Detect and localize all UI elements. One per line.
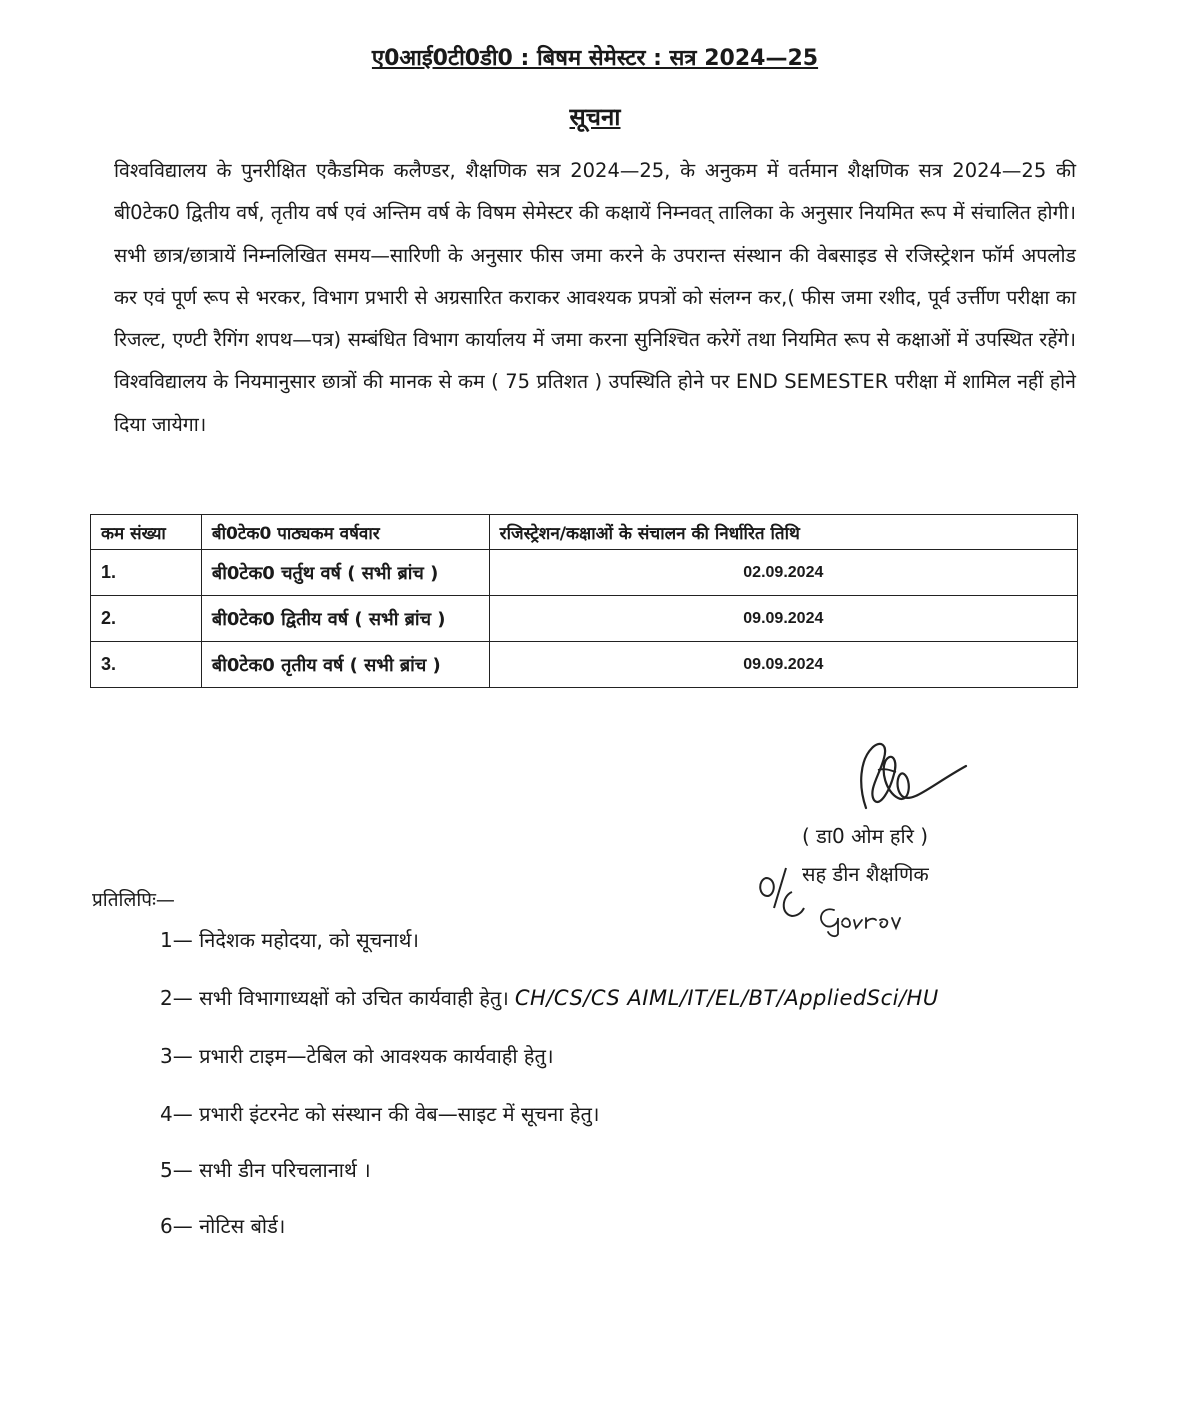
cc-item-text: 5— सभी डीन परिचलानार्थ । [160, 1158, 371, 1182]
list-item [160, 1212, 285, 1239]
row-serial: 2. [91, 596, 202, 642]
row-serial: 1. [91, 550, 202, 596]
row-date: 02.09.2024 [489, 550, 1077, 596]
list-item [160, 1100, 599, 1127]
header-course: बी0टेक0 पाठ्यकम वर्षवार [201, 515, 489, 550]
table-header-row [91, 515, 1078, 550]
header-date: रजिस्ट्रेशन/कक्षाओं के संचालन की निर्धारित तिथि [489, 515, 1077, 550]
list-item [160, 926, 419, 953]
list-item [160, 984, 939, 1011]
row-serial: 3. [91, 642, 202, 688]
document-title: ए0आई0टी0डी0 : बिषम सेमेस्टर : सत्र 2024—25 [371, 46, 819, 71]
cc-item-text: 4— प्रभारी इंटरनेट को संस्थान की वेब—साइट में सूचना हेतु। [160, 1102, 600, 1126]
schedule-table [90, 514, 1078, 688]
cc-item-text: 1— निदेशक महोदया, को सूचनार्थ। [160, 928, 419, 952]
notice-body: विश्वविद्यालय के पुनरीक्षित एकैडमिक कलैण्डर, शैक्षणिक सत्र 2024—25, के अनुकम में वर्तमान शैक्षणिक सत्र 2024—25 की बी0टेक0 द्वितीय वर्ष, तृतीय वर्ष एवं अन्तिम वर्ष के विषम सेमेस्टर की कक्षायें निम्नवत् तालिका के अनुसार नियमित रूप में संचालित होगी। सभी छात्र/छात्रायें निम्नलिखित समय—सारिणी के अनुसार फीस जमा करने के उपरान्त संस्थान की वेबसाइड से रजिस्ट्रेशन फॉर्म अपलोड कर एवं पूर्ण रूप से भरकर, विभाग प्रभारी से अग्रसारित कराकर आवश्यक प्रपत्रों को संलग्न कर,( फीस जमा रशीद, पूर्व उर्त्तीण परीक्षा का रिजल्ट, एण्टी रैगिंग शपथ—पत्र) सम्बंधित विभाग कार्यालय में जमा करना सुनिश्चित करेगें तथा नियमित रूप से कक्षाओं में उपस्थित रहेंगे। विश्वविद्यालय के नियमानुसार छात्रों की मानक से कम ( 75 प्रतिशत ) उपस्थिति होने पर END SEMESTER परीक्षा में शामिल नहीं होने दिया जायेगा। [114, 159, 1076, 436]
handwritten-note: CH/CS/CS AIML/IT/EL/BT/AppliedSci/HU [514, 986, 939, 1010]
notice-heading: सूचना [569, 103, 621, 131]
signatory-designation: सह डीन शैक्षणिक [802, 862, 929, 886]
signature-mark [838, 730, 978, 820]
list-item [160, 1156, 371, 1183]
table-row [91, 596, 1078, 642]
signatory-name: ( डा0 ओम हरि ) [802, 824, 929, 848]
header-serial: कम संख्या [91, 515, 202, 550]
table-row [91, 550, 1078, 596]
row-course: बी0टेक0 द्वितीय वर्ष ( सभी ब्रांच ) [201, 596, 489, 642]
list-item [160, 1042, 554, 1069]
row-date: 09.09.2024 [489, 596, 1077, 642]
cc-item-text: 6— नोटिस बोर्ड। [160, 1214, 286, 1238]
row-date: 09.09.2024 [489, 642, 1077, 688]
table-row [91, 642, 1078, 688]
cc-item-text: 3— प्रभारी टाइम—टेबिल को आवश्यक कार्यवाही हेतु। [160, 1044, 554, 1068]
row-course: बी0टेक0 तृतीय वर्ष ( सभी ब्रांच ) [201, 642, 489, 688]
row-course: बी0टेक0 चर्तुथ वर्ष ( सभी ब्रांच ) [201, 550, 489, 596]
handwritten-initials [752, 858, 902, 938]
cc-item-text: 2— सभी विभागाध्यक्षों को उचित कार्यवाही हेतु। [160, 986, 509, 1010]
cc-label: प्रतिलिपिः— [92, 889, 175, 911]
